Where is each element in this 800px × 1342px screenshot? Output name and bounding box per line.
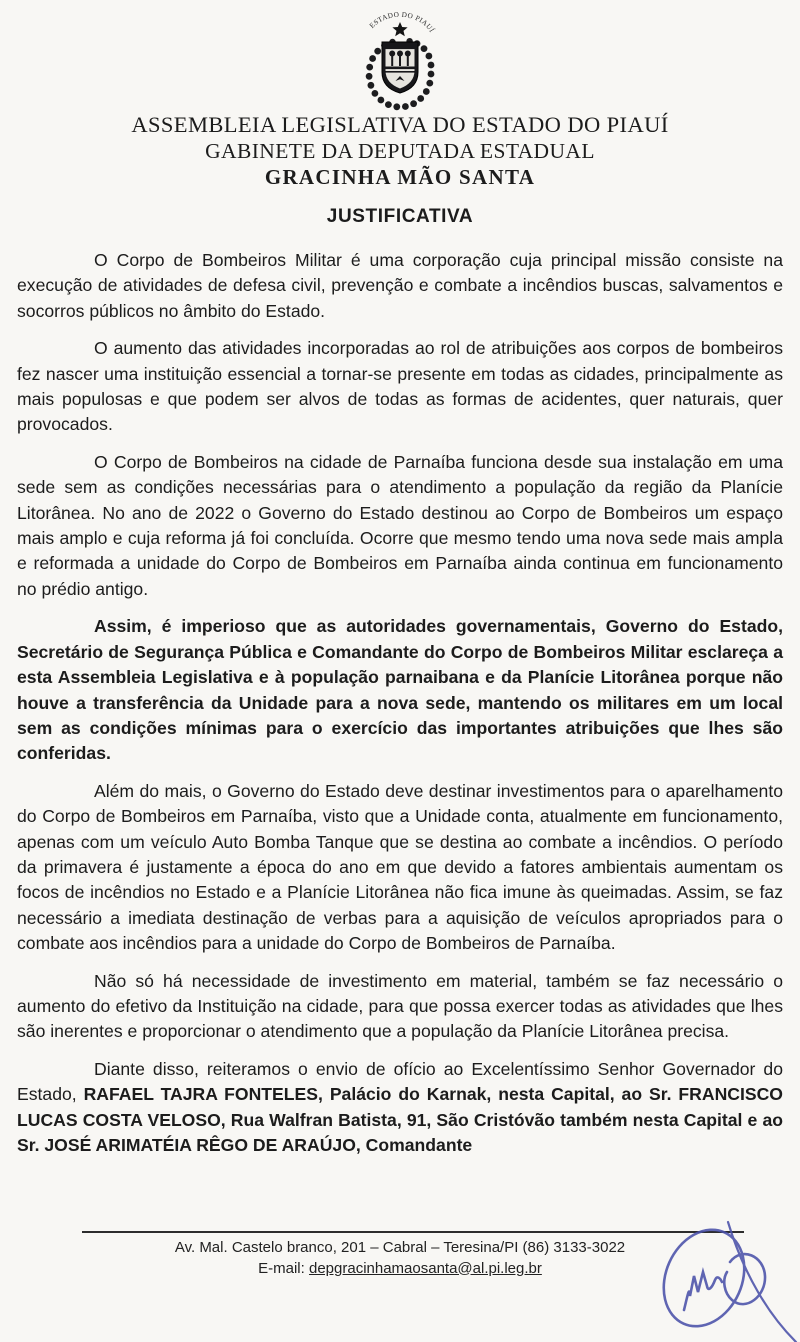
paragraph-3: O Corpo de Bombeiros na cidade de Parnaíba funciona desde sua instalação em uma sede sem as condições necessárias para o atendimento a população da região da Planície Litorânea. No ano de 2022 o Governo do Estado destinou ao Corpo de Bombeiros um espaço mais amplo e cuja reforma já foi concluída. Ocorre que mesmo tendo uma nova sede mais ampla e reformada a unidade do Corpo de Bombeiros em Parnaíba ainda continua em funcionamento no prédio antigo. xyxy=(17,451,783,599)
footer-address: Av. Mal. Castelo branco, 201 – Cabral – Teresina/PI (86) 3133-3022 xyxy=(174,1239,626,1256)
crest-shield xyxy=(382,42,418,93)
paragraph-7-bold: RAFAEL TAJRA FONTELES, Palácio do Karnak, nesta Capital, ao Sr. FRANCISCO LUCAS COSTA VELOSO, Rua Walfran Batista, 91, São Cristóvão também nesta Capital e ao Sr. JOSÉ ARIMATÉIA RÊGO DE ARAÚJO, Comandante xyxy=(17,1084,783,1155)
office-name: GABINETE DA DEPUTADA ESTADUAL xyxy=(205,139,595,163)
crest-star xyxy=(392,22,407,36)
deputy-name: GRACINHA MÃO SANTA xyxy=(264,165,536,189)
paragraph-2: O aumento das atividades incorporadas ao rol de atribuições aos corpos de bombeiros fez nascer uma instituição essencial a tornar-se presente em todas as cidades, principalmente as mais populosas e que podem ser alvos de todas as formas de acidentes, quer naturais, quer provocados. xyxy=(17,338,783,435)
paragraph-6: Não só há necessidade de investimento em material, também se faz necessário o aumento do efetivo da Instituição na cidade, para que possa exercer todas as atividades que lhes são inerentes e proporcionar o atendimento que a população da Planície Litorânea precisa. xyxy=(17,970,783,1042)
paragraph-7 xyxy=(17,1057,783,1159)
org-name: ASSEMBLEIA LEGISLATIVA DO ESTADO DO PIAUÍ xyxy=(131,112,669,137)
email-link: depgracinhamaosanta@al.pi.leg.br xyxy=(308,1259,542,1277)
document-title: JUSTIFICATIVA xyxy=(326,206,474,227)
paragraph-4: Assim, é imperioso que as autoridades governamentais, Governo do Estado, Secretário de Segurança Pública e Comandante do Corpo de Bombeiros Militar esclareça a esta Assembleia Legislativa e à população parnaibana e da Planície Litorânea porque não houve a transferência da Unidade para a nova sede, mantendo os militares em um local sem as condições mínimas para o exercício das importantes atribuições que lhes são conferidas. xyxy=(17,616,783,764)
email-label: E-mail: xyxy=(258,1259,309,1277)
document-body xyxy=(17,248,783,1170)
crest-arc-label: ESTADO DO PIAUÍ xyxy=(368,10,436,35)
letterhead xyxy=(0,112,800,190)
piaui-state-crest-icon xyxy=(348,6,452,116)
paragraph-5: Além do mais, o Governo do Estado deve destinar investimentos para o aparelhamento do Corpo de Bombeiros em Parnaíba, visto que a Unidade conta, atualmente em funcionamento, apenas com um veículo Auto Bomba Tanque que se destina ao combate a incêndios. O período da primavera é justamente a época do ano em que devido a fatores ambientais aumentam os focos de incêndios no Estado e a Planície Litorânea não fica imune às queimadas. Assim, se faz necessário a imediata destinação de verbas para a aquisição de veículos apropriados para o combate aos incêndios para a unidade do Corpo de Bombeiros de Parnaíba. xyxy=(17,780,783,954)
paragraph-1: O Corpo de Bombeiros Militar é uma corporação cuja principal missão consiste na execução de atividades de defesa civil, prevenção e combate a incêndios buscas, salvamentos e socorros públicos no âmbito do Estado. xyxy=(17,250,783,321)
paragraph-7-regular: Diante disso, reiteramos o envio de ofício ao Excelentíssimo Senhor Governador do Estado, xyxy=(17,1058,783,1105)
signature-scribble xyxy=(632,1220,800,1342)
